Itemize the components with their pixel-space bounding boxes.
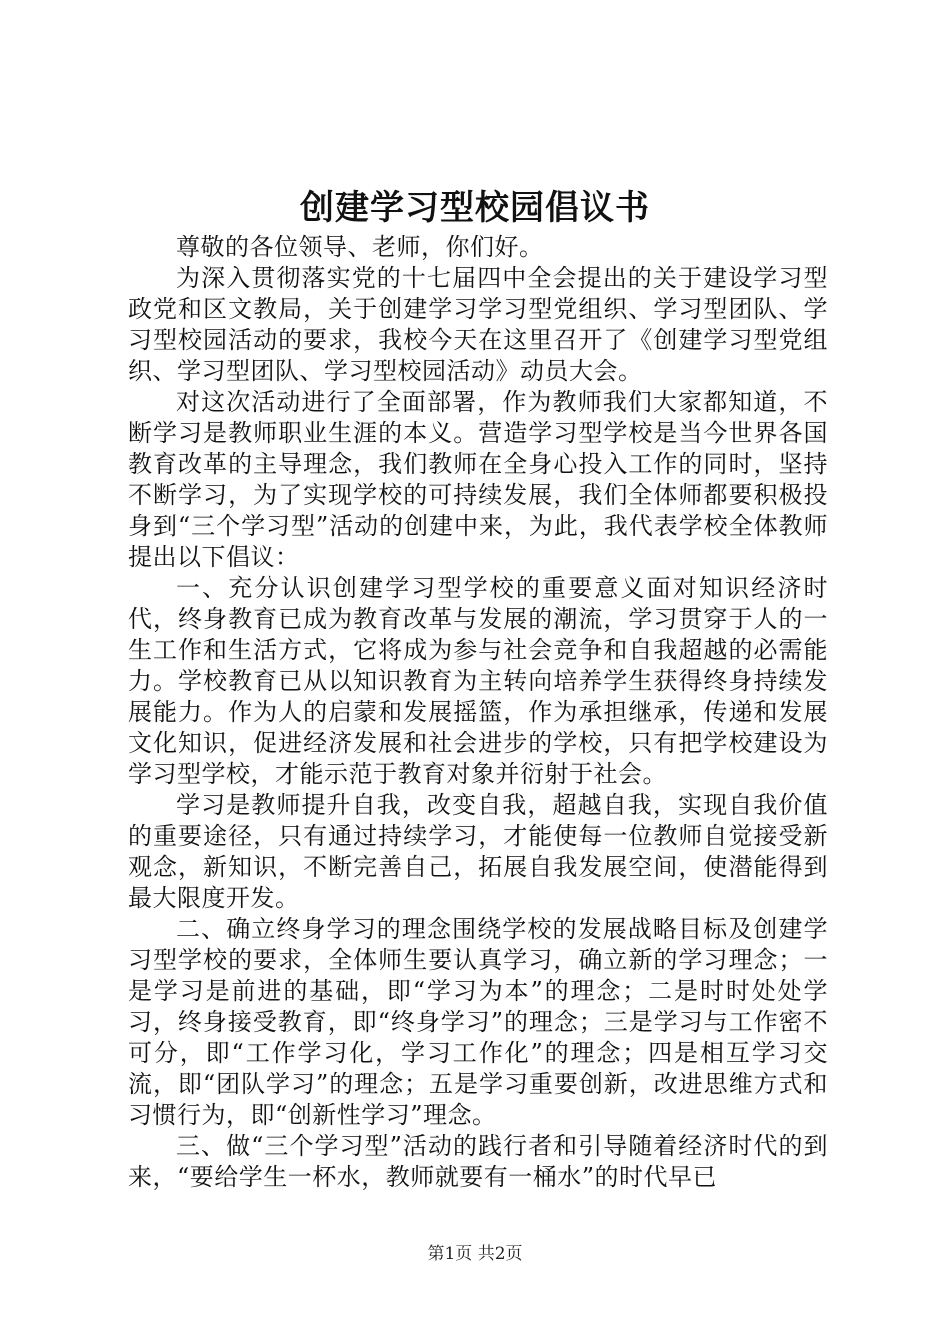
document-body xyxy=(128,232,828,1193)
page-number-footer: 第1页 共2页 xyxy=(427,1244,523,1264)
paragraph-salutation: 尊敬的各位领导、老师，你们好。 xyxy=(176,233,544,261)
paragraph-point-two: 二、确立终身学习的理念围绕学校的发展战略目标及创建学习型学校的要求，全体师生要认真学习，确立新的学习理念；一是学习是前进的基础，即“学习为本”的理念；二是时时处处学习，终身接受教育，即“终身学习”的理念；三是学习与工作密不可分，即“工作学习化，学习工作化”的理念；四是相互学习交流，即“团队学习”的理念；五是学习重要创新，改进思维方式和习惯行为，即“创新性学习”理念。 xyxy=(128,915,828,1129)
paragraph-deployment: 对这次活动进行了全面部署，作为教师我们大家都知道，不断学习是教师职业生涯的本义。营造学习型学校是当今世界各国教育改革的主导理念，我们教师在全身心投入工作的同时，坚持不断学习，为了实现学校的可持续发展，我们全体师都要积极投身到“三个学习型”活动的创建中来，为此，我代表学校全体教师提出以下倡议： xyxy=(128,388,828,571)
paragraph-teacher-learning: 学习是教师提升自我，改变自我，超越自我，实现自我价值的重要途径，只有通过持续学习，才能使每一位教师自觉接受新观念，新知识，不断完善自己，拓展自我发展空间，使潜能得到最大限度开发。 xyxy=(128,791,828,912)
paragraph-intro: 为深入贯彻落实党的十七届四中全会提出的关于建设学习型政党和区文教局，关于创建学习学习型党组织、学习型团队、学习型校园活动的要求，我校今天在这里召开了《创建学习型党组织、学习型团队、学习型校园活动》动员大会。 xyxy=(128,264,828,385)
paragraph-point-one: 一、充分认识创建学习型学校的重要意义面对知识经济时代，终身教育已成为教育改革与发展的潮流，学习贯穿于人的一生工作和生活方式，它将成为参与社会竞争和自我超越的必需能力。学校教育已从以知识教育为主转向培养学生获得终身持续发展能力。作为人的启蒙和发展摇篮，作为承担继承，传递和发展文化知识，促进经济发展和社会进步的学校，只有把学校建设为学习型学校，才能示范于教育对象并衍射于社会。 xyxy=(128,574,828,788)
paragraph-point-three: 三、做“三个学习型”活动的践行者和引导随着经济时代的到来，“要给学生一杯水，教师就要有一桶水”的时代早已 xyxy=(128,1132,828,1191)
document-title: 创建学习型校园倡议书 xyxy=(300,188,650,228)
